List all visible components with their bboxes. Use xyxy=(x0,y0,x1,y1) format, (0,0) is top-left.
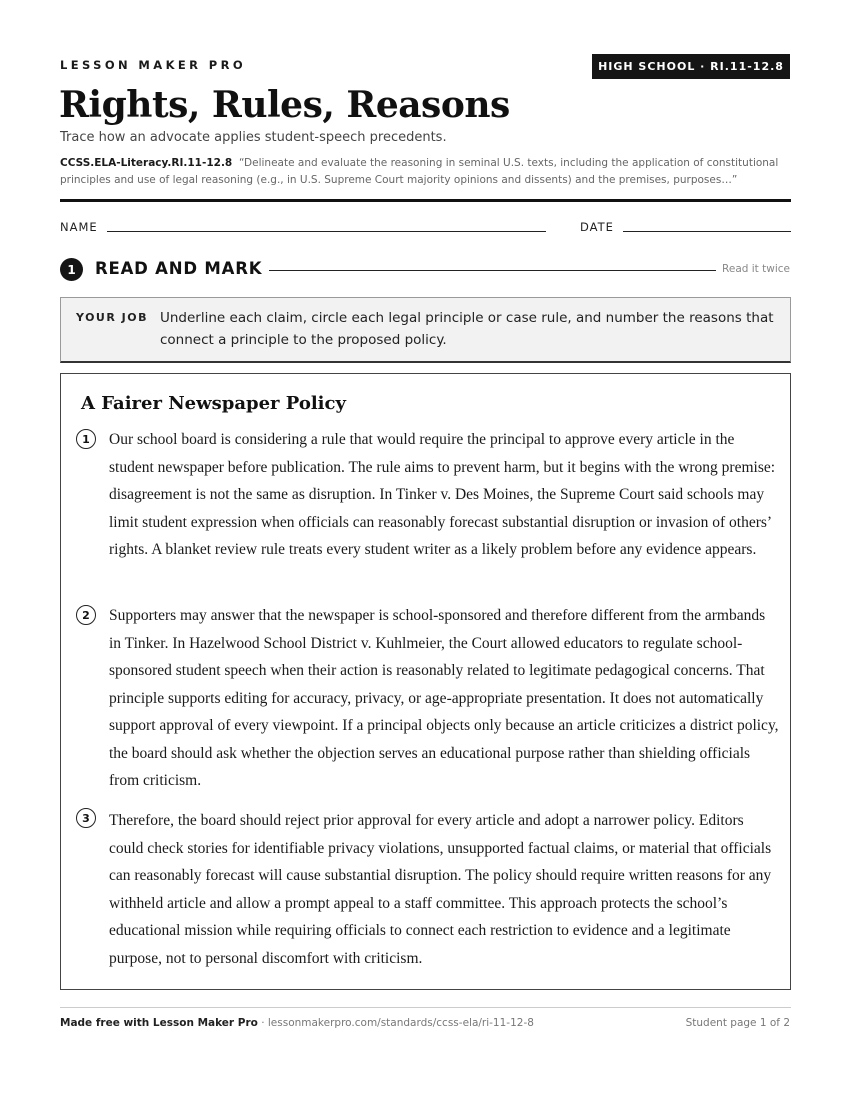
page-title: Rights, Rules, Reasons xyxy=(59,84,510,126)
instructions-label: YOUR JOB xyxy=(76,311,148,324)
section-note: Read it twice xyxy=(722,263,790,275)
brand-name: LESSON MAKER PRO xyxy=(60,58,247,72)
footer-page-number: Student page 1 of 2 xyxy=(685,1017,790,1029)
standard-description xyxy=(60,155,792,189)
footer-credit xyxy=(60,1017,534,1029)
footer-made-with: Made free with Lesson Maker Pro xyxy=(60,1017,258,1029)
name-field[interactable] xyxy=(107,231,546,232)
footer-divider xyxy=(60,1007,791,1008)
name-label: NAME xyxy=(60,220,98,234)
paragraph-number: 2 xyxy=(76,605,96,625)
instructions-text: Underline each claim, circle each legal principle or case rule, and number the reasons that connect a principle to the proposed policy. xyxy=(160,310,774,348)
section-number-badge: 1 xyxy=(60,258,83,281)
header-divider xyxy=(60,199,791,202)
passage-paragraph: Supporters may answer that the newspaper is school-sponsored and therefore different from the armbands in Tinker. In Hazelwood School District v. Kuhlmeier, the Court allowed educators to regulate school-sponsored student speech when their action is reasonably related to legitimate pedagogical concerns. That principle supports editing for accuracy, privacy, or age-appropriate presentation. It does not automatically support approval of every viewpoint. If a principal objects only because an article criticizes a district policy, the board should ask whether the objection serves an educational purpose rather than shielding officials from criticism. xyxy=(109,607,779,789)
reading-passage xyxy=(60,373,791,990)
passage-paragraph: Our school board is considering a rule that would require the principal to approve every article in the student newspaper before publication. The rule aims to prevent harm, but it begins with the wrong premise: disagreement is not the same as disruption. In Tinker v. Des Moines, the Supreme Court said schools may limit student expression when officials can reasonably forecast substantial disruption or invasion of others’ rights. A blanket review rule treats every student writer as a likely problem before any evidence appears. xyxy=(109,431,776,558)
instructions-box xyxy=(60,297,791,363)
passage-paragraph: Therefore, the board should reject prior approval for every article and adopt a narrower policy. Editors could check stories for identifiable privacy violations, unsupported factual claims, or material that officials can reasonably forecast will cause substantial disruption. The policy should require written reasons for any withheld article and allow a prompt appeal to a staff committee. This approach protects the school’s educational mission while requiring officials to connect each restriction to evidence and a legitimate purpose, not to personal discomfort with criticism. xyxy=(109,812,772,967)
section-divider xyxy=(269,270,716,271)
page-subtitle: Trace how an advocate applies student-speech precedents. xyxy=(60,130,447,145)
paragraph-number: 3 xyxy=(76,808,96,828)
section-title: READ AND MARK xyxy=(95,259,263,278)
date-label: DATE xyxy=(580,220,614,234)
date-field[interactable] xyxy=(623,231,791,232)
footer-url[interactable]: · lessonmakerpro.com/standards/ccss-ela/ri-11-12-8 xyxy=(257,1017,534,1029)
standard-code: CCSS.ELA-Literacy.RI.11-12.8 xyxy=(60,157,233,169)
standard-quote: “Delineate and evaluate the reasoning in seminal U.S. texts, including the application of constitutional principles and use of legal reasoning (e.g., in U.S. Supreme Court majority opinions and dissents) and the premises, purposes…” xyxy=(60,157,779,186)
passage-title: A Fairer Newspaper Policy xyxy=(81,393,346,414)
grade-standard-badge: HIGH SCHOOL · RI.11-12.8 xyxy=(592,54,790,79)
paragraph-number: 1 xyxy=(76,429,96,449)
